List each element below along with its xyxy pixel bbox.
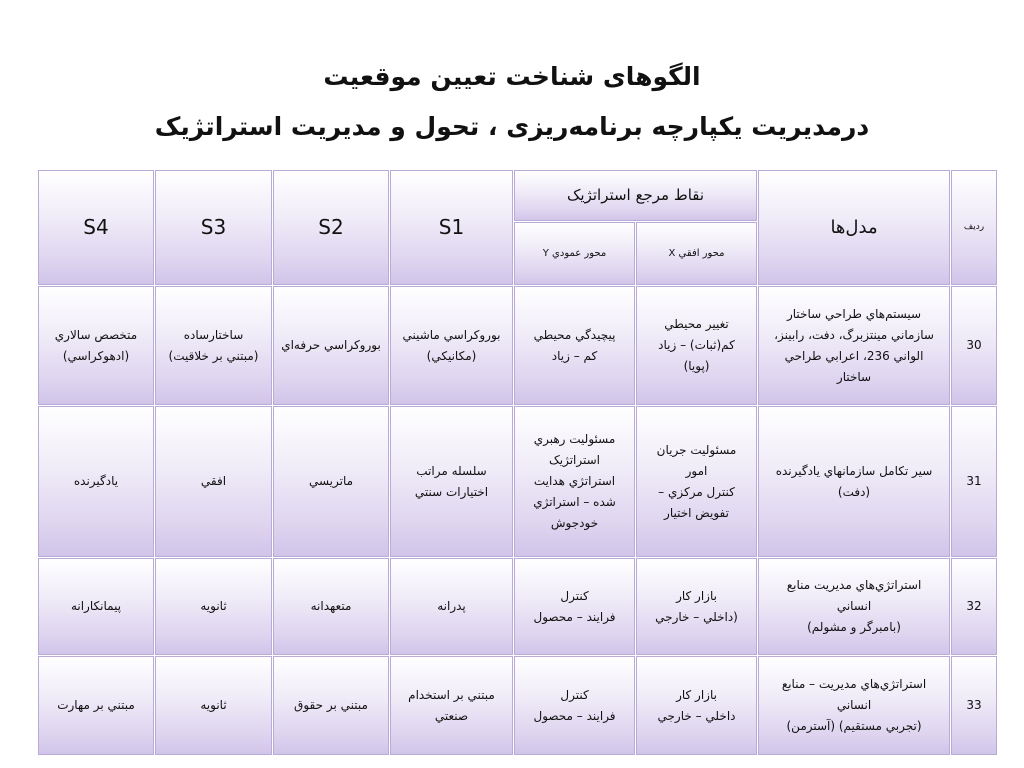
cell-text-line: يادگيرنده xyxy=(73,474,119,488)
cell-text-line: سازماني مينتزبرگ، دفت، رابينز، xyxy=(774,327,934,342)
cell-radif xyxy=(951,558,998,656)
cell-text-line: فرايند – محصول xyxy=(533,609,616,624)
cell-text-line: ثانويه xyxy=(200,698,227,712)
cell-text-line: پيمانکارانه xyxy=(70,599,122,613)
cell-s3 xyxy=(155,656,273,756)
cell-y-axis xyxy=(514,656,636,756)
cell-radif xyxy=(951,286,998,406)
cell-text-line: ثانويه xyxy=(200,599,227,613)
cell-text-line: کم – زياد xyxy=(551,348,598,363)
cell-text-line: ماتريسي xyxy=(308,474,354,488)
cell-text-line: مسئوليت رهبري xyxy=(533,432,616,446)
cell-s4 xyxy=(38,558,155,656)
cell-text-line: اختيارات سنتي xyxy=(414,484,489,499)
cell-text-line: پدرانه xyxy=(437,599,466,613)
cell-text-line: صنعتي xyxy=(434,708,469,723)
cell-s2 xyxy=(273,558,390,656)
cell-x-axis xyxy=(636,656,758,756)
cell-s3 xyxy=(155,286,273,406)
cell-text-line: (داخلي – خارجي xyxy=(655,609,738,624)
cell-text-line: بوروکراسي ماشيني xyxy=(402,327,501,342)
cell-s1 xyxy=(390,558,514,656)
table-header-row xyxy=(38,170,998,222)
cell-text-line: بازار کار xyxy=(676,687,717,702)
cell-s2 xyxy=(273,406,390,558)
cell-text-line: داخلي – خارجي xyxy=(657,708,736,723)
cell-text-line: مبتني بر مهارت xyxy=(57,698,135,712)
cell-s3 xyxy=(155,406,273,558)
cell-text-line: تفويض اختيار xyxy=(664,505,729,520)
cell-x-axis xyxy=(636,286,758,406)
cell-text-line: سيستم‌هاي طراحي ساختار xyxy=(786,306,922,321)
cell-text-line: الواني 236، اعرابي طراحي xyxy=(784,348,924,363)
cell-text-line: (مبتني بر خلاقيت) xyxy=(168,348,259,363)
cell-text-line: انساني xyxy=(836,599,872,613)
cell-text-line: کنترل xyxy=(560,588,589,603)
header-s1: S1 xyxy=(390,170,514,286)
cell-text-line: ساختار xyxy=(836,369,872,384)
cell-radif xyxy=(951,656,998,756)
header-s3: S3 xyxy=(155,170,273,286)
cell-text-line: بوروکراسي حرفه‌اي xyxy=(281,338,381,352)
cell-text-line: سلسله مراتب xyxy=(416,463,487,478)
slide-title-line1: الگوهای شناخت تعیین موقعیت xyxy=(323,62,701,91)
cell-x-axis xyxy=(636,558,758,656)
cell-s1 xyxy=(390,286,514,406)
cell-text-line: ساختارساده xyxy=(183,327,244,342)
table-row xyxy=(38,406,998,558)
cell-text-line: 31 xyxy=(966,474,982,488)
cell-text-line: استراتژيک xyxy=(549,453,601,467)
header-y-axis: محور عمودي Y xyxy=(514,222,636,286)
table-row xyxy=(38,656,998,756)
cell-x-axis xyxy=(636,406,758,558)
table-row xyxy=(38,558,998,656)
cell-s1 xyxy=(390,656,514,756)
cell-s4 xyxy=(38,656,155,756)
cell-text-line: استراتژي‌هاي مديريت – منابع xyxy=(781,677,927,691)
cell-text-line: (دفت) xyxy=(837,484,871,499)
cell-text-line: امور xyxy=(685,463,708,478)
cell-y-axis xyxy=(514,286,636,406)
cell-text-line: پيچيدگي محيطي xyxy=(533,327,616,342)
cell-text-line: تغيير محيطي xyxy=(664,317,729,331)
cell-s2 xyxy=(273,286,390,406)
cell-s3 xyxy=(155,558,273,656)
cell-text-line: متخصص سالاري xyxy=(54,327,138,342)
cell-s1 xyxy=(390,406,514,558)
cell-text-line: استراتژي‌هاي مديريت منابع xyxy=(786,578,922,592)
cell-model xyxy=(758,286,951,406)
cell-text-line: 33 xyxy=(966,698,982,712)
cell-text-line: متعهدانه xyxy=(310,599,352,613)
cell-text-line: استراتژي هدايت xyxy=(533,474,616,488)
header-s4: S4 xyxy=(38,170,155,286)
cell-text-line: شده – استراتژي xyxy=(533,495,616,509)
cell-text-line: 32 xyxy=(966,599,982,613)
cell-text-line: بازار کار xyxy=(676,588,717,603)
cell-model xyxy=(758,406,951,558)
cell-text-line: 30 xyxy=(966,338,982,352)
cell-text-line: انساني xyxy=(836,698,872,712)
cell-s2 xyxy=(273,656,390,756)
table-row xyxy=(38,286,998,406)
cell-s4 xyxy=(38,286,155,406)
cell-text-line: (مکانيکي) xyxy=(426,348,477,363)
cell-text-line: (پويا) xyxy=(683,359,710,373)
header-radif: رديف xyxy=(951,170,998,286)
cell-text-line: (بامبرگر و مشولم) xyxy=(807,620,901,634)
cell-text-line: (تجربي مستقيم) (آسترمن) xyxy=(786,719,922,733)
strategy-models-table xyxy=(37,169,998,756)
cell-y-axis xyxy=(514,406,636,558)
slide-title-line2: درمدیریت یکپارچه برنامه‌ریزی ، تحول و مدیریت استراتژیک xyxy=(154,112,870,141)
cell-model xyxy=(758,558,951,656)
cell-text-line: (ادهوکراسي) xyxy=(62,348,130,363)
cell-model xyxy=(758,656,951,756)
cell-text-line: فرايند – محصول xyxy=(533,708,616,723)
cell-text-line: کنترل مرکزي – xyxy=(658,484,735,499)
cell-text-line: مبتني بر استخدام xyxy=(408,687,495,702)
header-s2: S2 xyxy=(273,170,390,286)
cell-text-line: افقي xyxy=(200,474,227,488)
header-models: مدل‌ها xyxy=(758,170,951,286)
cell-text-line: کم(ثبات) – زياد xyxy=(658,338,735,352)
header-reference-points: نقاط مرجع استراتژیک xyxy=(514,170,758,222)
cell-text-line: مسئوليت جريان xyxy=(656,442,737,457)
cell-radif xyxy=(951,406,998,558)
cell-s4 xyxy=(38,406,155,558)
cell-y-axis xyxy=(514,558,636,656)
header-x-axis: محور افقي X xyxy=(636,222,758,286)
cell-text-line: خودجوش xyxy=(550,516,599,530)
cell-text-line: سير تکامل سازمانهاي يادگيرنده xyxy=(775,463,933,478)
cell-text-line: مبتني بر حقوق xyxy=(294,698,368,712)
cell-text-line: کنترل xyxy=(560,687,589,702)
